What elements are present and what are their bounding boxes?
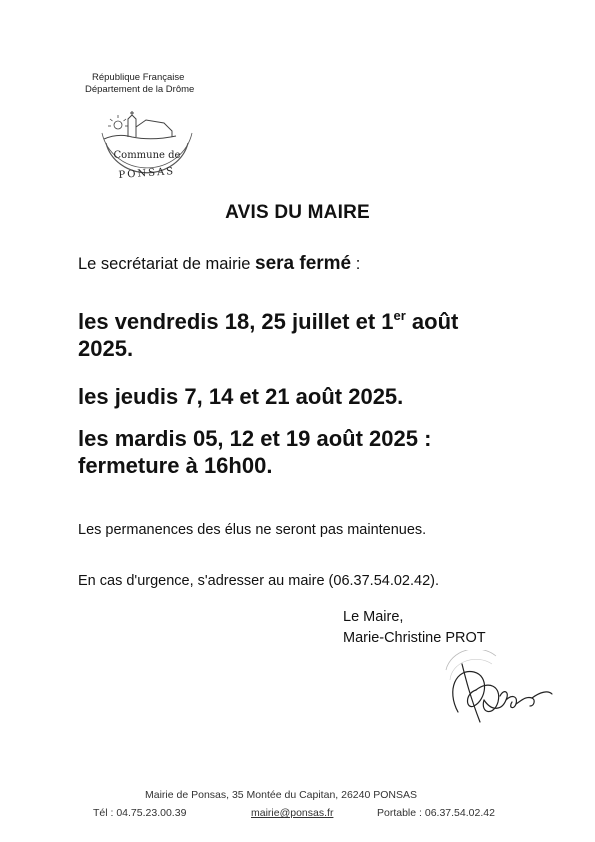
closure-vendredis-text: les vendredis 18, 25 juillet et 1 — [78, 309, 394, 334]
signature — [436, 650, 554, 730]
footer-address: Mairie de Ponsas, 35 Montée du Capitan, 26240 PONSAS — [145, 789, 417, 801]
closure-mardis: les mardis 05, 12 et 19 août 2025 : — [78, 426, 432, 451]
logo-text-top: Commune de — [113, 150, 181, 161]
intro-text — [78, 253, 360, 275]
closure-vendredis-superscript: er — [393, 308, 406, 323]
footer-email-link[interactable]: mairie@ponsas.fr — [251, 807, 334, 819]
intro-suffix: : — [351, 255, 361, 273]
closure-vendredis — [78, 308, 458, 335]
intro-prefix: Le secrétariat de mairie — [78, 255, 255, 273]
intro-emphasis: sera fermé — [255, 253, 352, 274]
closure-mardis-note: fermeture à 16h00. — [78, 453, 273, 478]
footer-tel: Tél : 04.75.23.00.39 — [93, 807, 187, 819]
closure-vendredis-month: août — [405, 309, 459, 334]
signatory-role: Le Maire, — [343, 609, 404, 625]
permanences-notice: Les permanences des élus ne seront pas maintenues. — [78, 522, 427, 538]
page-title: AVIS DU MAIRE — [225, 202, 370, 223]
closure-vendredis-year: 2025. — [78, 336, 134, 361]
logo-text-bottom: PONSAS — [118, 166, 176, 181]
header-departement: Département de la Drôme — [85, 84, 195, 95]
signatory-name: Marie-Christine PROT — [343, 630, 486, 646]
urgence-notice: En cas d'urgence, s'adresser au maire (06.37.54.02.42). — [78, 573, 439, 589]
header-republique: République Française — [92, 72, 185, 83]
closure-jeudis: les jeudis 7, 14 et 21 août 2025. — [78, 384, 404, 409]
commune-logo — [98, 103, 196, 189]
footer-portable: Portable : 06.37.54.02.42 — [377, 807, 495, 819]
